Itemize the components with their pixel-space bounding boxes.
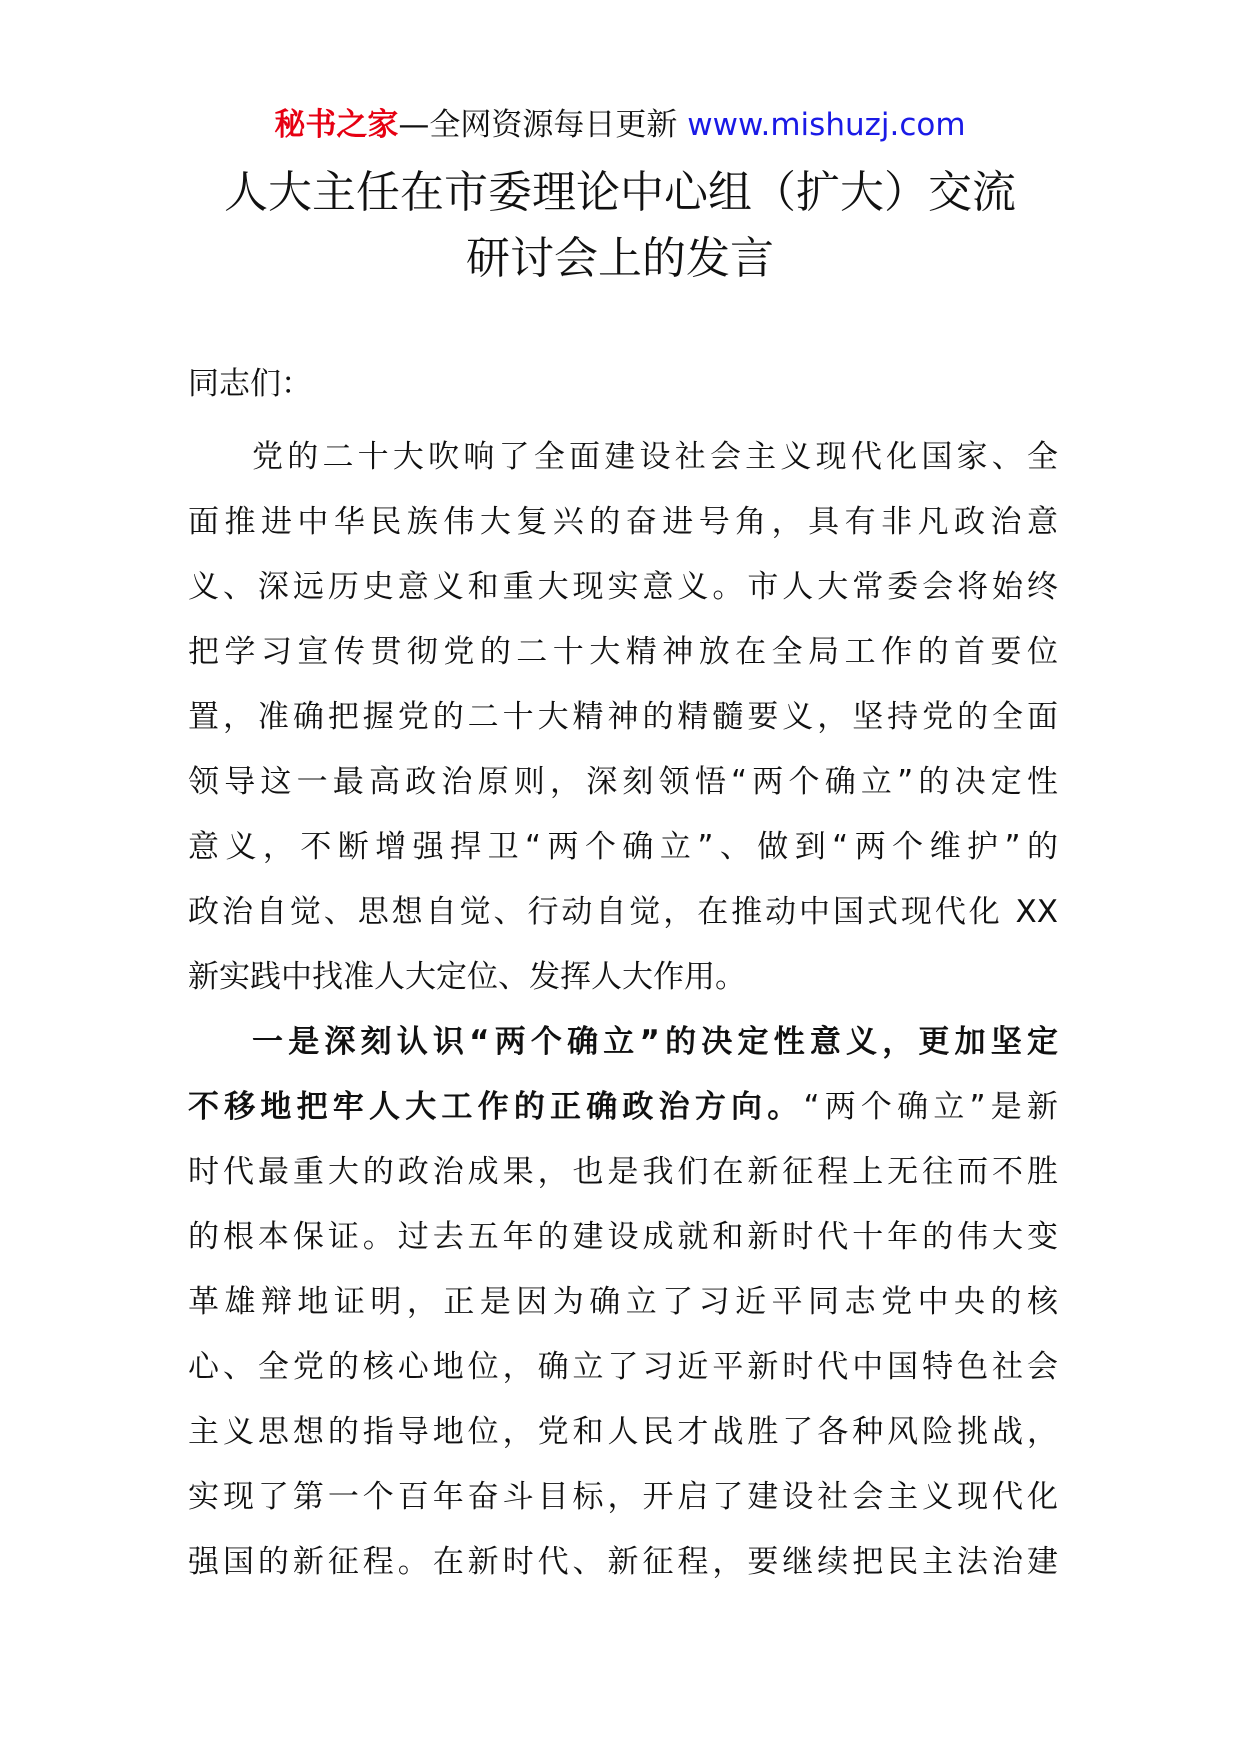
- paragraph-1: [188, 425, 1058, 1010]
- paragraph-line: 把学习宣传贯彻党的二十大精神放在全局工作的首要位: [188, 634, 1058, 670]
- paragraph-line: 政治自觉、思想自觉、行动自觉，在推动中国式现代化 XX: [188, 894, 1058, 930]
- paragraph-line: 的根本保证。过去五年的建设成就和新时代十年的伟大变: [188, 1219, 1058, 1255]
- title-line: 人大主任在市委理论中心组（扩大）交流: [224, 167, 1016, 218]
- site-header: [0, 100, 1240, 150]
- paragraph-line: 主义思想的指导地位，党和人民才战胜了各种风险挑战，: [188, 1414, 1058, 1450]
- paragraph-line: 意义，不断增强捍卫“两个确立”、做到“两个维护”的: [188, 829, 1058, 865]
- site-url: www.mishuzj.com: [687, 107, 966, 143]
- title-line: 研讨会上的发言: [466, 233, 774, 284]
- paragraph-line: 革雄辩地证明，正是因为确立了习近平同志党中央的核: [188, 1284, 1058, 1320]
- paragraph-line: 领导这一最高政治原则，深刻领悟“两个确立”的决定性: [188, 764, 1058, 800]
- paragraph-2: [188, 1010, 1058, 1595]
- document-title: [150, 160, 1090, 292]
- paragraph-heading-line: 一是深刻认识“两个确立”的决定性意义，更加坚定: [252, 1024, 1058, 1060]
- paragraph-line: 置，准确把握党的二十大精神的精髓要义，坚持党的全面: [188, 699, 1058, 735]
- document-body: [188, 360, 1058, 1595]
- paragraph-line: 面推进中华民族伟大复兴的奋进号角，具有非凡政治意: [188, 504, 1058, 540]
- paragraph-line: 义、深远历史意义和重大现实意义。市人大常委会将始终: [188, 569, 1058, 605]
- paragraph-line: 时代最重大的政治成果，也是我们在新征程上无往而不胜: [188, 1154, 1058, 1190]
- header-tagline: —全网资源每日更新: [398, 107, 688, 143]
- paragraph-line: 强国的新征程。在新时代、新征程，要继续把民主法治建: [188, 1544, 1058, 1580]
- paragraph-text-run: “两个确立”是新: [803, 1089, 1058, 1125]
- paragraph-line-mixed: [188, 1075, 1058, 1140]
- brand-name: 秘书之家: [274, 107, 399, 143]
- paragraph-line: 实现了第一个百年奋斗目标，开启了建设社会主义现代化: [188, 1479, 1058, 1515]
- paragraph-heading-run: 不移地把牢人大工作的正确政治方向。: [188, 1089, 804, 1125]
- salutation: 同志们：: [188, 366, 312, 402]
- paragraph-line: 党的二十大吹响了全面建设社会主义现代化国家、全: [252, 439, 1058, 475]
- paragraph-line: 心、全党的核心地位，确立了习近平新时代中国特色社会: [188, 1349, 1058, 1385]
- paragraph-line: 新实践中找准人大定位、发挥人大作用。: [188, 959, 746, 995]
